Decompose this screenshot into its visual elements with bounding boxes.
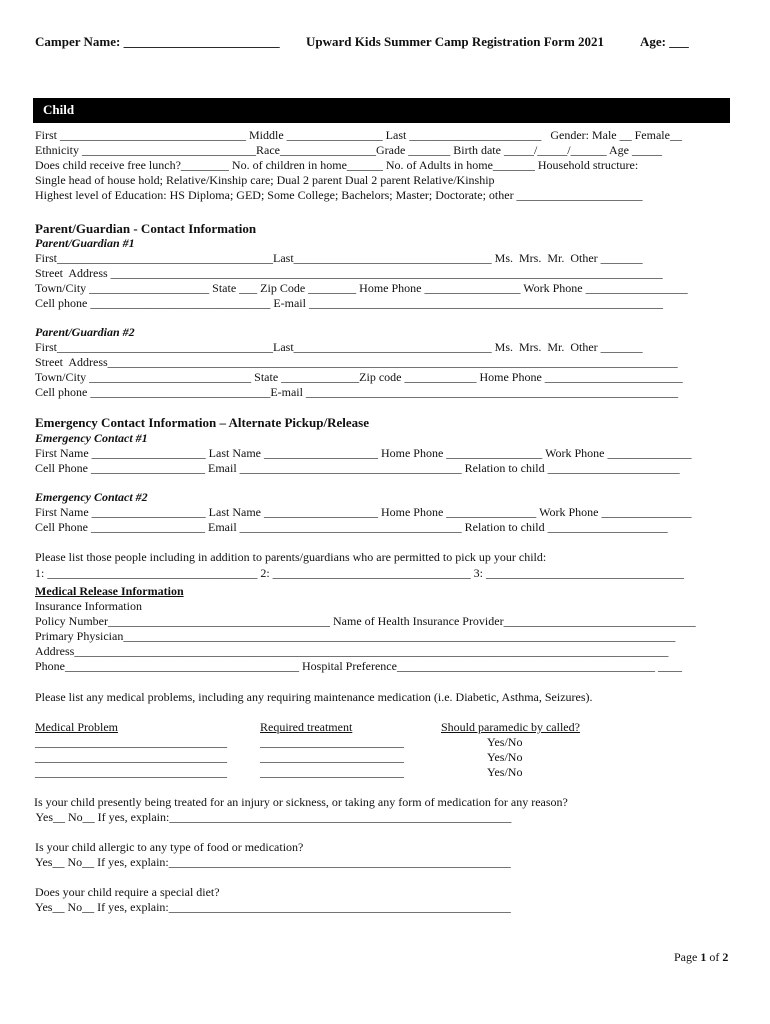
guardian-1-title: Parent/Guardian #1 <box>35 236 135 250</box>
medical-problem-column-header: Medical Problem <box>35 720 118 734</box>
guardian-1-address-line[interactable]: Street Address ____________________________________________________________________________________________ <box>35 266 663 280</box>
primary-physician-line[interactable]: Primary Physician____________________________________________________________________________________________ <box>35 629 676 643</box>
diet-answer-line[interactable]: Yes__ No__ If yes, explain:_________________________________________________________ <box>35 900 511 914</box>
required-treatment-column-header: Required treatment <box>260 720 353 734</box>
emergency-2-cell-line[interactable]: Cell Phone ___________________ Email _____________________________________ Relation to child ____________________ <box>35 520 668 534</box>
guardian-2-city-line[interactable]: Town/City ___________________________ State _____________Zip code ____________ Home Phone _______________________ <box>35 370 683 384</box>
emergency-1-name-line[interactable]: First Name ___________________ Last Name ___________________ Home Phone ________________ Work Phone ______________ <box>35 446 692 460</box>
allergy-question: Is your child allergic to any type of food or medication? <box>35 840 304 854</box>
pickup-people-line[interactable]: 1: ___________________________________ 2: _________________________________ 3: _________________________________ <box>35 566 685 580</box>
treatment-question: Is your child presently being treated for an injury or sickness, or taking any form of medication for any reason? <box>31 795 568 809</box>
child-household-line: Single head of house hold; Relative/Kinship care; Dual 2 parent Dual 2 parent Relative/Kinship <box>35 173 495 187</box>
medical-problem-blank[interactable]: ________________________________ <box>35 765 227 779</box>
paramedic-column-header: Should paramedic by called? <box>441 720 580 734</box>
page-of: of <box>706 950 723 964</box>
allergy-answer-line[interactable]: Yes__ No__ If yes, explain:_________________________________________________________ <box>35 855 511 869</box>
emergency-1-title: Emergency Contact #1 <box>35 431 148 445</box>
diet-question: Does your child require a special diet? <box>35 885 220 899</box>
pickup-prompt: Please list those people including in addition to parents/guardians who are permitted to pick up your child: <box>35 550 547 564</box>
guardian-1-city-line[interactable]: Town/City ____________________ State ___ Zip Code ________ Home Phone ________________ Work Phone _________________ <box>35 281 688 295</box>
page-total: 2 <box>722 950 729 964</box>
required-treatment-blank[interactable]: ________________________ <box>260 765 404 779</box>
paramedic-yes-no[interactable]: Yes/No <box>487 735 523 749</box>
child-education-line[interactable]: Highest level of Education: HS Diploma; GED; Some College; Bachelors; Master; Doctorate; other _____________________ <box>35 188 643 202</box>
guardian-2-cell-line[interactable]: Cell phone ______________________________E-mail ______________________________________________________________ <box>35 385 678 399</box>
child-section-header <box>33 98 730 123</box>
page-prefix: Page <box>674 950 701 964</box>
child-section-title: Child <box>43 102 75 117</box>
guardian-2-title: Parent/Guardian #2 <box>35 325 135 339</box>
guardian-2-address-line[interactable]: Street Address_______________________________________________________________________________________________ <box>35 355 678 369</box>
medical-problem-blank[interactable]: ________________________________ <box>35 750 227 764</box>
medical-problem-blank[interactable]: ________________________________ <box>35 735 227 749</box>
required-treatment-blank[interactable]: ________________________ <box>260 750 404 764</box>
child-ethnicity-line[interactable]: Ethnicity _____________________________Race________________Grade _______ Birth date _____/_____/______ Age _____ <box>35 143 662 157</box>
paramedic-yes-no[interactable]: Yes/No <box>487 765 523 779</box>
child-name-line[interactable]: First _______________________________ Middle ________________ Last ______________________ Gender: Male __ Female__ <box>35 128 682 142</box>
page-number <box>674 950 728 965</box>
medical-problems-prompt: Please list any medical problems, including any requiring maintenance medication (i.e. Diabetic, Asthma, Seizures). <box>35 690 593 704</box>
emergency-section-title: Emergency Contact Information – Alternate Pickup/Release <box>35 415 369 430</box>
emergency-2-name-line[interactable]: First Name ___________________ Last Name ___________________ Home Phone _______________ Work Phone _______________ <box>35 505 692 519</box>
form-title: Upward Kids Summer Camp Registration Form 2021 <box>306 34 605 49</box>
emergency-1-cell-line[interactable]: Cell Phone ___________________ Email _____________________________________ Relation to child ______________________ <box>35 461 680 475</box>
guardian-1-cell-line[interactable]: Cell phone ______________________________ E-mail ___________________________________________________________ <box>35 296 663 310</box>
required-treatment-blank[interactable]: ________________________ <box>260 735 404 749</box>
age-field[interactable]: Age: ___ <box>640 34 689 49</box>
emergency-2-title: Emergency Contact #2 <box>35 490 148 504</box>
child-lunch-line[interactable]: Does child receive free lunch?________ No. of children in home______ No. of Adults in home_______ Household structure: <box>35 158 639 172</box>
insurance-information-label: Insurance Information <box>35 599 142 613</box>
camper-name-field[interactable]: Camper Name: ________________________ <box>35 34 280 49</box>
page-current: 1 <box>700 950 707 964</box>
paramedic-yes-no[interactable]: Yes/No <box>487 750 523 764</box>
physician-phone-line[interactable]: Phone_______________________________________ Hospital Preference___________________________________________ ____ <box>35 659 682 673</box>
guardian-1-name-line[interactable]: First____________________________________Last_________________________________ Ms. Mrs. Mr. Other _______ <box>35 251 643 265</box>
medical-section-title: Medical Release Information <box>35 584 184 598</box>
policy-number-line[interactable]: Policy Number_____________________________________ Name of Health Insurance Provider________________________________ <box>35 614 696 628</box>
physician-address-line[interactable]: Address___________________________________________________________________________________________________ <box>35 644 669 658</box>
treatment-answer-line[interactable]: Yes__ No__ If yes, explain:_________________________________________________________ <box>33 810 512 824</box>
guardian-section-title: Parent/Guardian - Contact Information <box>35 221 257 236</box>
guardian-2-name-line[interactable]: First____________________________________Last_________________________________ Ms. Mrs. Mr. Other _______ <box>35 340 643 354</box>
